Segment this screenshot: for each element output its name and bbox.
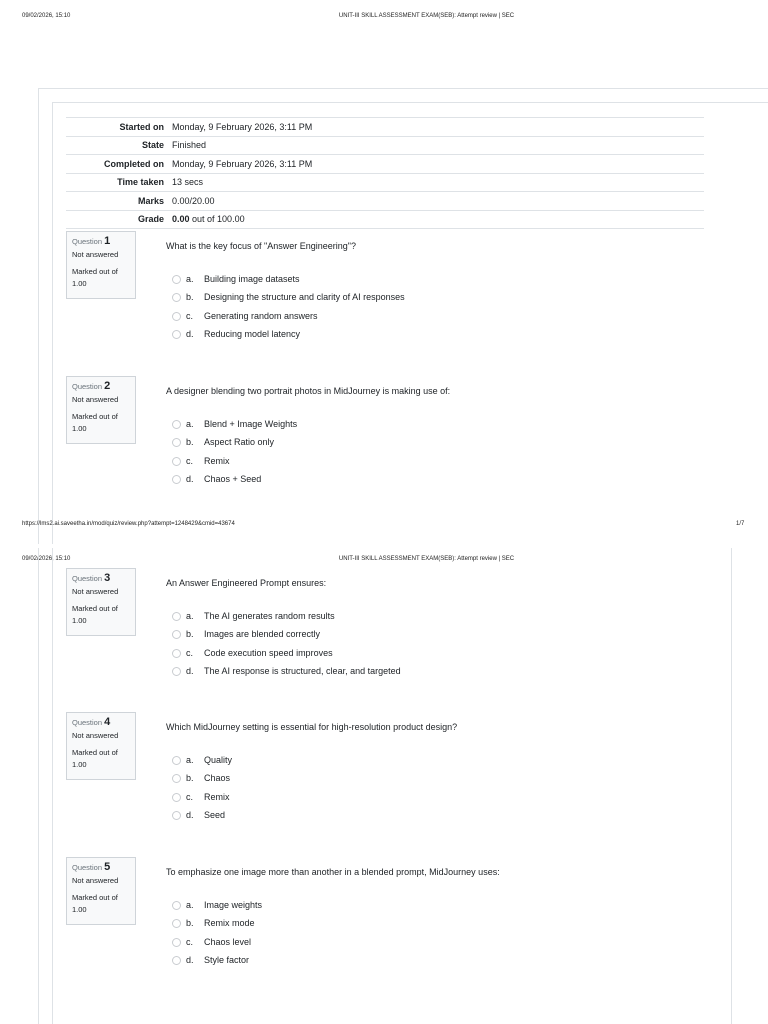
print-page-2 — [0, 548, 768, 1024]
answer-text: The AI response is structured, clear, and targeted — [204, 665, 401, 676]
answer-letter: d. — [186, 665, 194, 676]
answer-letter: b. — [186, 437, 194, 448]
answer-text: Designing the structure and clarity of AI responses — [204, 292, 405, 303]
max-mark: 1.00 — [72, 424, 87, 433]
question-info-box — [66, 568, 136, 636]
marked-out-of-label: Marked out of — [72, 604, 118, 613]
content-frame-edge — [731, 548, 732, 1024]
max-mark: 1.00 — [72, 279, 87, 288]
summary-row-marks — [66, 192, 704, 211]
question-number: 3 — [104, 572, 111, 584]
question-info-box — [66, 857, 136, 925]
answer-letter: b. — [186, 773, 194, 784]
summary-value: 0.00/20.00 — [172, 192, 704, 211]
radio-button-icon[interactable] — [172, 457, 181, 466]
answer-letter: b. — [186, 918, 194, 929]
answer-text: Image weights — [204, 900, 263, 910]
answer-text: Reducing model latency — [204, 328, 301, 339]
radio-button-icon[interactable] — [172, 420, 181, 429]
question-info-box — [66, 376, 136, 444]
question-label: Question — [72, 718, 103, 727]
print-header — [0, 13, 768, 23]
answer-text: Remix mode — [204, 918, 255, 929]
max-mark: 1.00 — [72, 616, 87, 625]
question-text: Which MidJourney setting is essential for high-resolution product design? — [166, 722, 458, 732]
radio-button-icon[interactable] — [172, 956, 181, 965]
answer-letter: c. — [186, 647, 194, 658]
answer-text: Chaos — [204, 773, 231, 784]
summary-label: Grade — [66, 210, 172, 229]
print-date: 09/02/2026, 15:10 — [22, 556, 71, 562]
radio-button-icon[interactable] — [172, 667, 181, 676]
answer-letter: d. — [186, 473, 194, 484]
answer-letter: d. — [186, 328, 194, 339]
answer-text: Quality — [204, 755, 233, 765]
question-text: To emphasize one image more than another in a blended prompt, MidJourney uses: — [166, 867, 500, 877]
answer-letter: b. — [186, 292, 194, 303]
answer-text: Chaos level — [204, 936, 252, 947]
grade-suffix: out of 100.00 — [189, 214, 245, 225]
radio-button-icon[interactable] — [172, 612, 181, 621]
summary-value: Finished — [172, 136, 704, 155]
print-date: 09/02/2026, 15:10 — [22, 13, 71, 19]
max-mark: 1.00 — [72, 760, 87, 769]
question-label: Question — [72, 574, 103, 583]
answer-letter: c. — [186, 936, 194, 947]
question-state: Not answered — [72, 395, 119, 404]
summary-value — [172, 210, 704, 229]
print-title: UNIT-III SKILL ASSESSMENT EXAM(SEB): Attempt review | SEC — [338, 13, 515, 19]
question-info-box — [66, 712, 136, 780]
answer-text: Blend + Image Weights — [204, 419, 298, 429]
summary-row-state — [66, 136, 704, 155]
answer-text: The AI generates random results — [204, 611, 335, 621]
summary-row-completed — [66, 155, 704, 174]
summary-value: Monday, 9 February 2026, 3:11 PM — [172, 118, 704, 137]
answer-text: Remix — [204, 791, 230, 802]
answer-letter: c. — [186, 310, 194, 321]
answer-text: Generating random answers — [204, 310, 318, 321]
question-number: 5 — [104, 861, 111, 873]
radio-button-icon[interactable] — [172, 475, 181, 484]
answer-letter: a. — [186, 274, 194, 284]
radio-button-icon[interactable] — [172, 793, 181, 802]
radio-button-icon[interactable] — [172, 649, 181, 658]
summary-value: 13 secs — [172, 173, 704, 192]
radio-button-icon[interactable] — [172, 938, 181, 947]
print-url: https://lms2.ai.saveetha.in/mod/quiz/review.php?attempt=1248429&cmid=43674 — [22, 521, 235, 527]
question-state: Not answered — [72, 587, 119, 596]
print-page-number: 1/7 — [736, 521, 745, 527]
radio-button-icon[interactable] — [172, 312, 181, 321]
answer-text: Remix — [204, 455, 230, 466]
marked-out-of-label: Marked out of — [72, 267, 118, 276]
answer-text: Building image datasets — [204, 274, 300, 284]
answer-text: Chaos + Seed — [204, 473, 262, 484]
answer-letter: a. — [186, 755, 194, 765]
max-mark: 1.00 — [72, 905, 87, 914]
marked-out-of-label: Marked out of — [72, 412, 118, 421]
answer-letter: a. — [186, 900, 194, 910]
question-number: 4 — [104, 716, 111, 728]
summary-value: Monday, 9 February 2026, 3:11 PM — [172, 155, 704, 174]
answer-text: Style factor — [204, 954, 250, 965]
question-number: 1 — [104, 235, 111, 247]
question-label: Question — [72, 237, 103, 246]
radio-button-icon[interactable] — [172, 756, 181, 765]
summary-label: Time taken — [66, 173, 172, 192]
marked-out-of-label: Marked out of — [72, 748, 118, 757]
question-label: Question — [72, 382, 103, 391]
marked-out-of-label: Marked out of — [72, 893, 118, 902]
question-text: What is the key focus of "Answer Engineering"? — [166, 241, 356, 251]
attempt-summary-table — [66, 117, 704, 229]
answer-text: Images are blended correctly — [204, 629, 321, 640]
answer-letter: a. — [186, 419, 194, 429]
summary-row-started — [66, 118, 704, 137]
question-info-box — [66, 231, 136, 299]
question-state: Not answered — [72, 250, 119, 259]
print-title: UNIT-III SKILL ASSESSMENT EXAM(SEB): Attempt review | SEC — [338, 556, 515, 562]
question-text: An Answer Engineered Prompt ensures: — [166, 578, 327, 588]
summary-label: Marks — [66, 192, 172, 211]
question-state: Not answered — [72, 876, 119, 885]
radio-button-icon[interactable] — [172, 901, 181, 910]
radio-button-icon[interactable] — [172, 330, 181, 339]
question-state: Not answered — [72, 731, 119, 740]
answer-letter: c. — [186, 455, 194, 466]
question-text: A designer blending two portrait photos in MidJourney is making use of: — [166, 386, 451, 396]
answer-letter: c. — [186, 791, 194, 802]
summary-label: Completed on — [66, 155, 172, 174]
answer-text: Aspect Ratio only — [204, 437, 275, 448]
radio-button-icon[interactable] — [172, 811, 181, 820]
answer-letter: d. — [186, 954, 194, 965]
answer-letter: d. — [186, 809, 194, 820]
summary-row-grade — [66, 210, 704, 229]
summary-row-time-taken — [66, 173, 704, 192]
answer-text: Code execution speed improves — [204, 647, 333, 658]
answer-text: Seed — [204, 809, 226, 820]
summary-label: State — [66, 136, 172, 155]
answer-letter: b. — [186, 629, 194, 640]
grade-value: 0.00 — [172, 214, 190, 225]
question-label: Question — [72, 863, 103, 872]
answer-letter: a. — [186, 611, 194, 621]
content-frame — [52, 548, 768, 1024]
radio-button-icon[interactable] — [172, 275, 181, 284]
question-number: 2 — [104, 380, 111, 392]
summary-label: Started on — [66, 118, 172, 137]
